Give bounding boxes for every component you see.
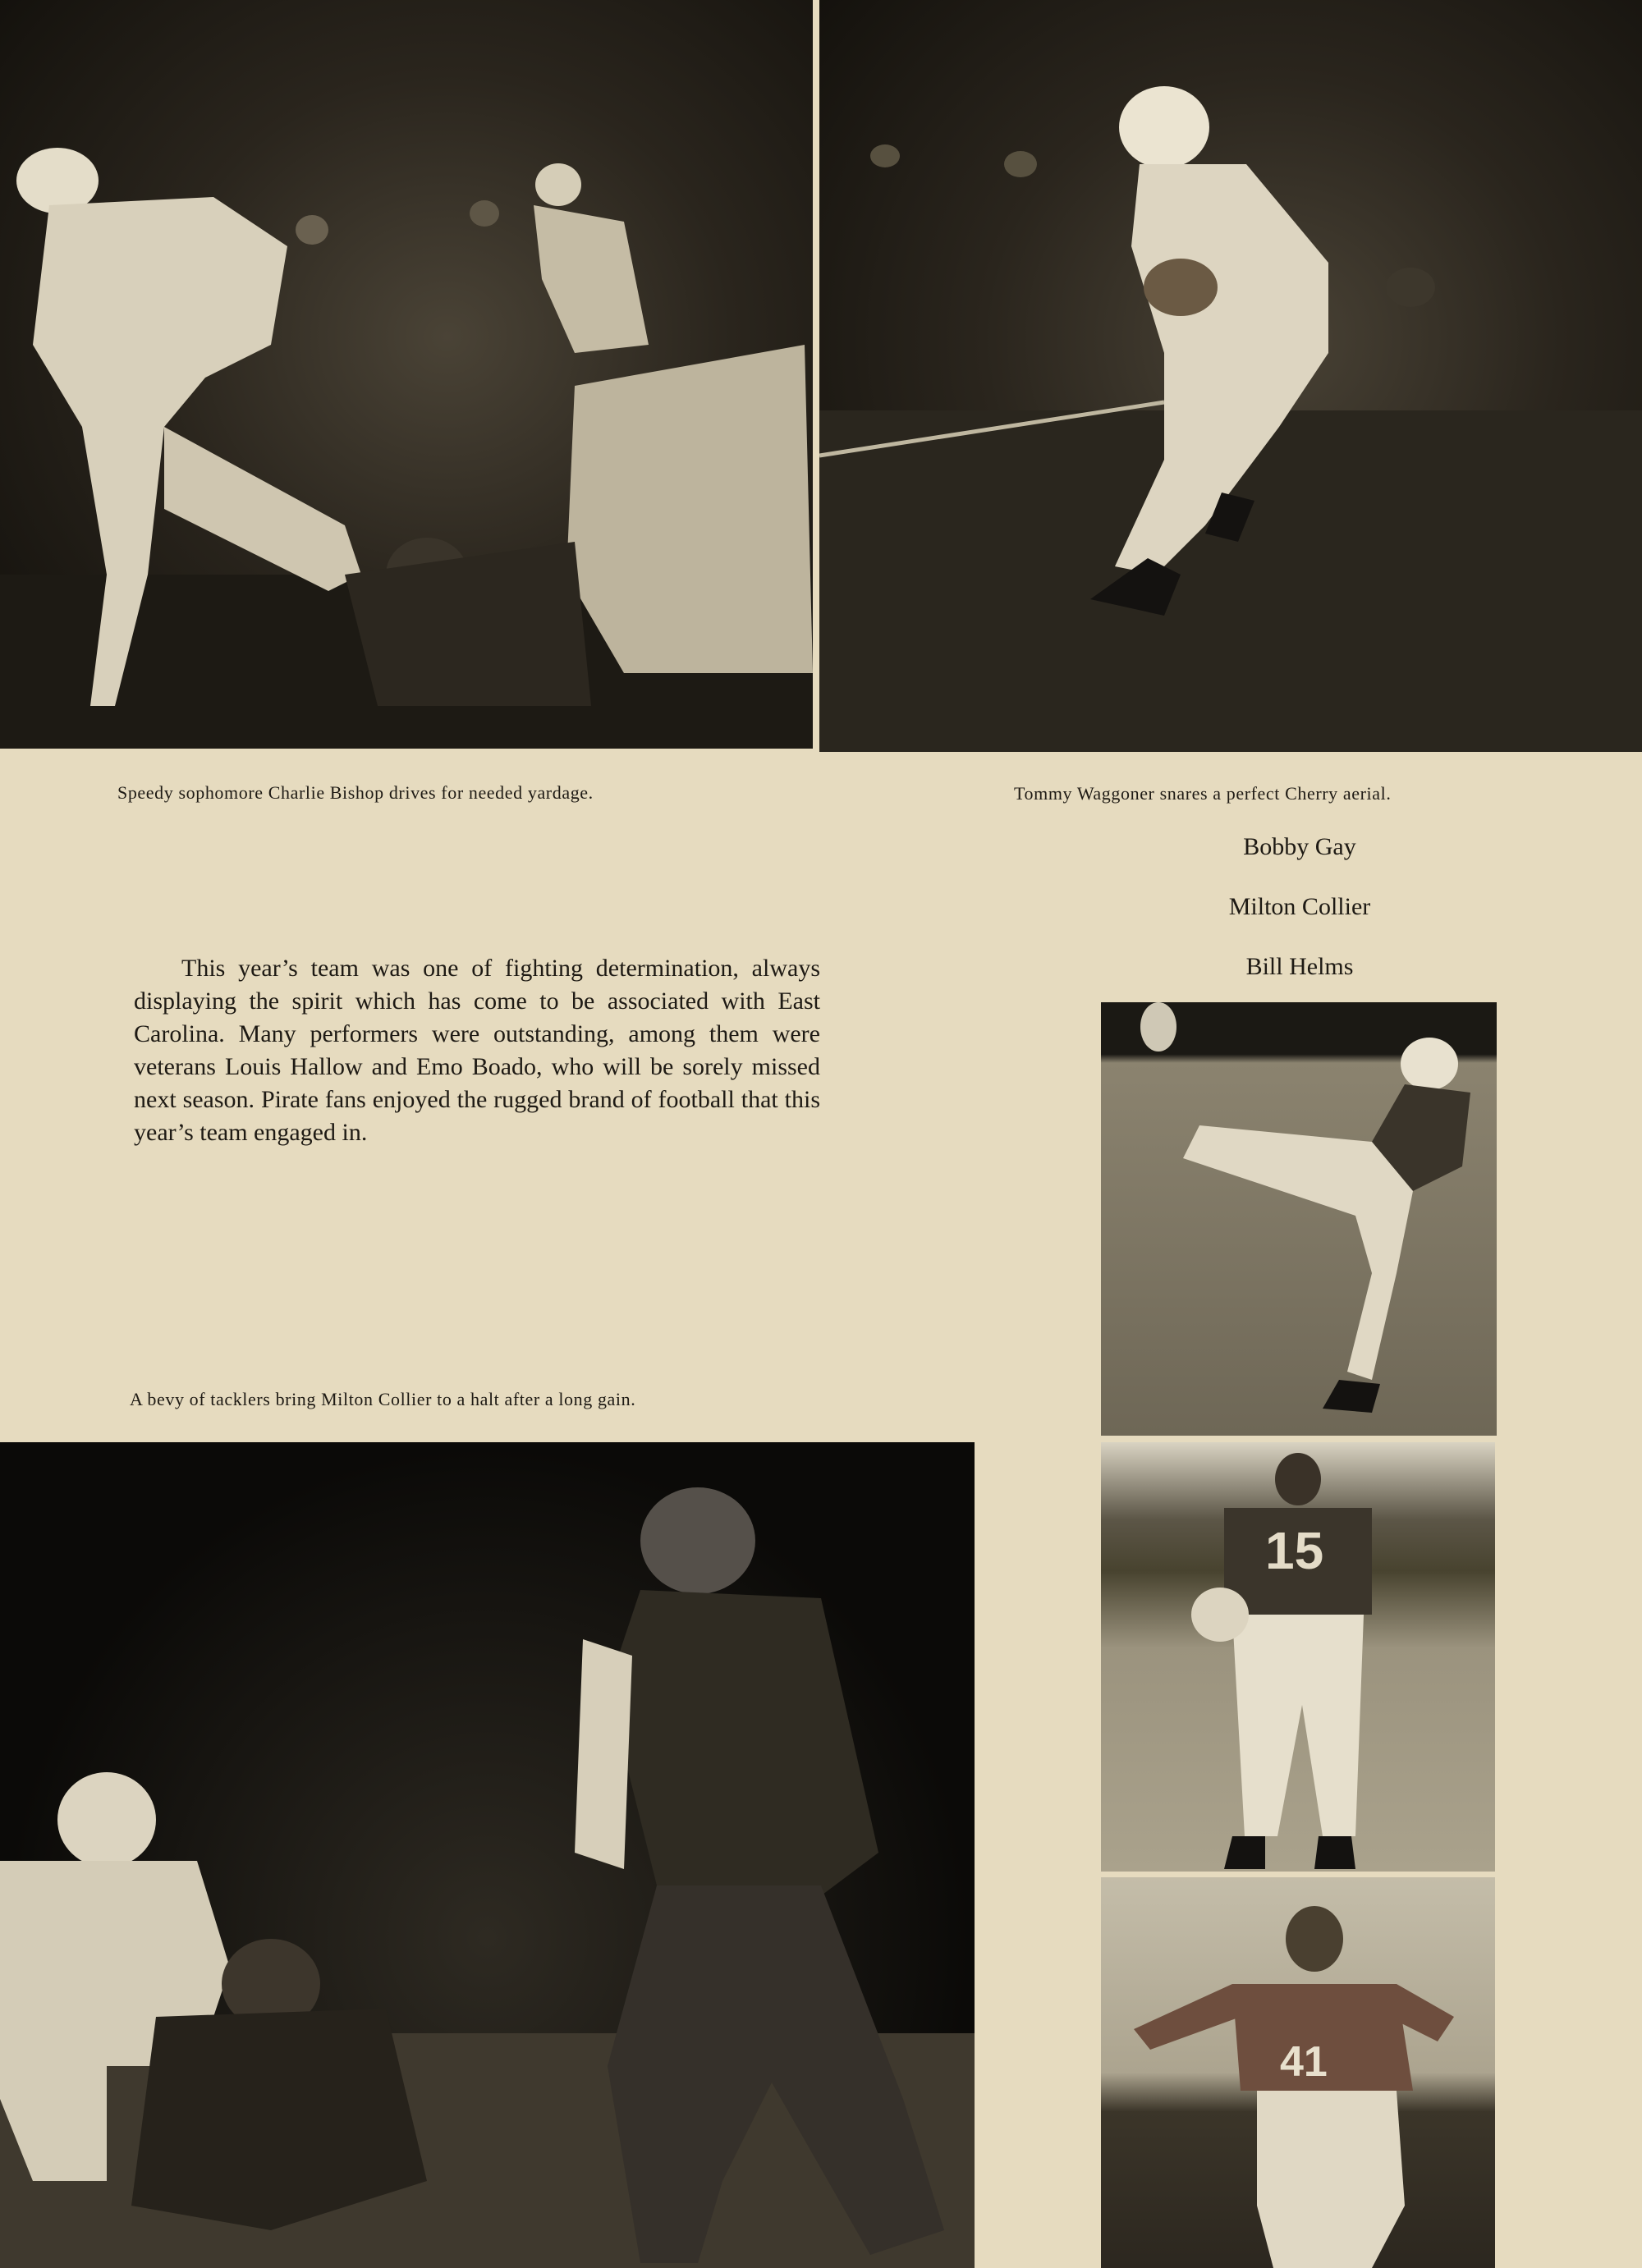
portrait-player-15 (1101, 1442, 1495, 1872)
caption-milton-collier: A bevy of tacklers bring Milton Collier to a halt after a long gain. (130, 1389, 636, 1409)
photo-tommy-waggoner (819, 0, 1642, 752)
player-name-bobby-gay: Bobby Gay (1243, 833, 1356, 860)
caption-tommy-waggoner: Tommy Waggoner snares a perfect Cherry aerial. (1014, 783, 1392, 804)
portrait-punter (1101, 1002, 1497, 1436)
player-name-bill-helms: Bill Helms (1245, 953, 1354, 980)
jersey-number-41: 41 (1280, 2038, 1328, 2086)
photo-charlie-bishop (0, 0, 813, 749)
portrait-player-41 (1101, 1877, 1495, 2268)
photo-milton-collier-tackled (0, 1442, 975, 2268)
player-name-milton-collier: Milton Collier (1228, 893, 1371, 920)
caption-charlie-bishop: Speedy sophomore Charlie Bishop drives for needed yardage. (117, 782, 594, 803)
jersey-number-15: 15 (1265, 1521, 1324, 1580)
body-paragraph: This year’s team was one of fighting determination, always displaying the spirit which has come to be associated with East Carolina. Many performers were outstanding, among them were veterans Louis Hallow and Emo Boado, who will be sorely missed next season. Pirate fans enjoyed the rugged brand of football that this year’s team engaged in. (134, 955, 820, 1146)
